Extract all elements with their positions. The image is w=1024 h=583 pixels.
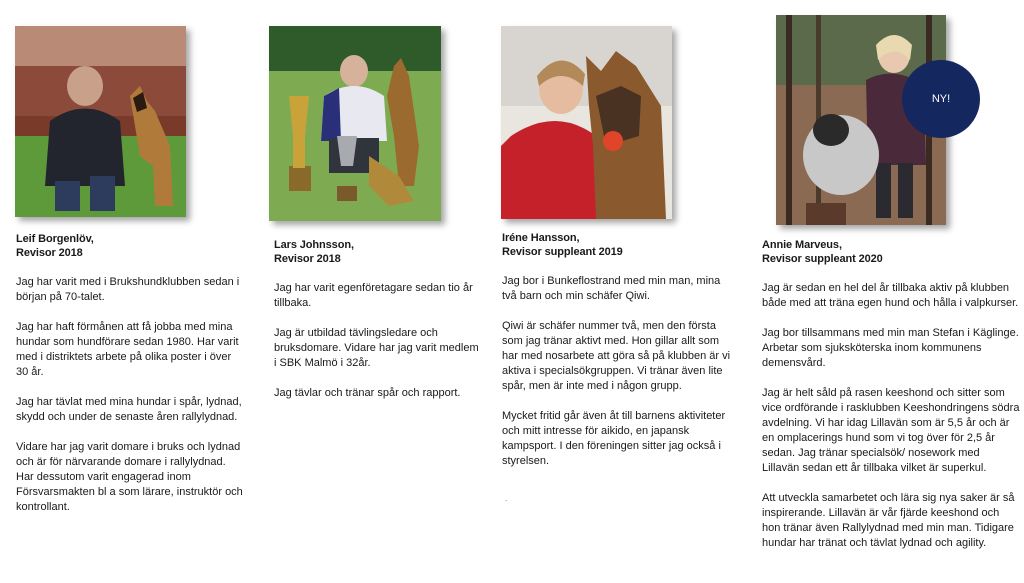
- irene-bio-p2: Qiwi är schäfer nummer två, men den första som jag tränar aktivt med. Hon gillar allt som har med nosarbete att göra så på klubben är vi aktiva i specialsökgruppen. Vi tränar även lite spår, men är inte med i någon grupp.: [502, 320, 731, 392]
- leif-photo: [15, 26, 186, 217]
- leif-name: Leif Borgenlöv,: [16, 233, 94, 245]
- leif-heading: [16, 232, 94, 260]
- lars-bio-p2: Jag är utbildad tävlingsledare och bruksdomare. Vidare har jag varit medlem i SBK Malmö i 32år.: [274, 327, 479, 369]
- irene-bio: [502, 274, 734, 484]
- new-badge-label: NY!: [931, 93, 951, 105]
- leif-bio-p1: Jag har varit med i Brukshundklubben sedan i början på 70-talet.: [16, 276, 240, 303]
- lars-bio-p1: Jag har varit egenföretagare sedan tio år tillbaka.: [274, 282, 473, 309]
- annie-bio-p1: Jag är sedan en hel del år tillbaka aktiv på klubben både med att träna egen hund och hålla i valpkurser.: [762, 282, 1019, 309]
- stray-dot: .: [505, 494, 508, 503]
- annie-name: Annie Marveus,: [762, 239, 842, 251]
- leif-role: Revisor 2018: [16, 247, 83, 259]
- irene-bio-p1: Jag bor i Bunkeflostrand med min man, mina två barn och min schäfer Qiwi.: [502, 275, 721, 302]
- irene-name: Iréne Hansson,: [502, 232, 580, 244]
- leif-bio: [16, 275, 246, 530]
- lars-name: Lars Johnsson,: [274, 239, 354, 251]
- lars-bio: [274, 281, 484, 416]
- lars-bio-p3: Jag tävlar och tränar spår och rapport.: [274, 387, 461, 399]
- leif-bio-p3: Jag har tävlat med mina hundar i spår, lydnad, skydd och under de senaste åren rallylydnad.: [16, 396, 242, 423]
- lars-role: Revisor 2018: [274, 253, 341, 265]
- irene-bio-p3: Mycket fritid går även åt till barnens aktiviteter och mitt intresse för aikido, en japansk kampsport. I den föreningen sitter jag också i styrelsen.: [502, 410, 726, 467]
- annie-role: Revisor suppleant 2020: [762, 253, 883, 265]
- lars-photo: [269, 26, 441, 221]
- irene-heading: [502, 231, 623, 259]
- leif-bio-p2: Jag har haft förmånen att få jobba med mina hundar som hundförare sedan 1980. Har varit med i distriktets arbete på olika poster i över 30 år.: [16, 321, 239, 378]
- annie-bio-p3: Jag är helt såld på rasen keeshond och sitter som vice ordförande i rasklubben Keeshondringens södra avdelning. Vi har idag Lillavän som är 5,5 år och är en omplacerings hund som vi tog över för 2,5 år sedan. Jag tränar specialsök/ nosework med Lillavän sedan ett år tillbaka vilket är superkul.: [762, 387, 1020, 474]
- annie-bio: [762, 281, 1020, 551]
- irene-role: Revisor suppleant 2019: [502, 246, 623, 258]
- annie-heading: [762, 238, 883, 266]
- annie-bio-p2: Jag bor tillsammans med min man Stefan i Käglinge. Arbetar som sjuksköterska inom kommunens demensvård.: [762, 327, 1019, 369]
- new-badge: [902, 60, 980, 138]
- leif-bio-p4: Vidare har jag varit domare i bruks och lydnad och är för närvarande domare i rallylydnad. Har dessutom varit engagerad inom Försvarsmakten bl a som lärare, instruktör och kontrollant.: [16, 441, 243, 513]
- irene-photo: [501, 26, 672, 219]
- annie-bio-p4: Att utveckla samarbetet och lära sig nya saker är så inspirerande. Lillavän är vår fjärde keeshond och hon tränar även Rallylydnad med min man. Tidigare hundar har tränat och tävlat lydnad och agility.: [762, 492, 1015, 549]
- lars-heading: [274, 238, 354, 266]
